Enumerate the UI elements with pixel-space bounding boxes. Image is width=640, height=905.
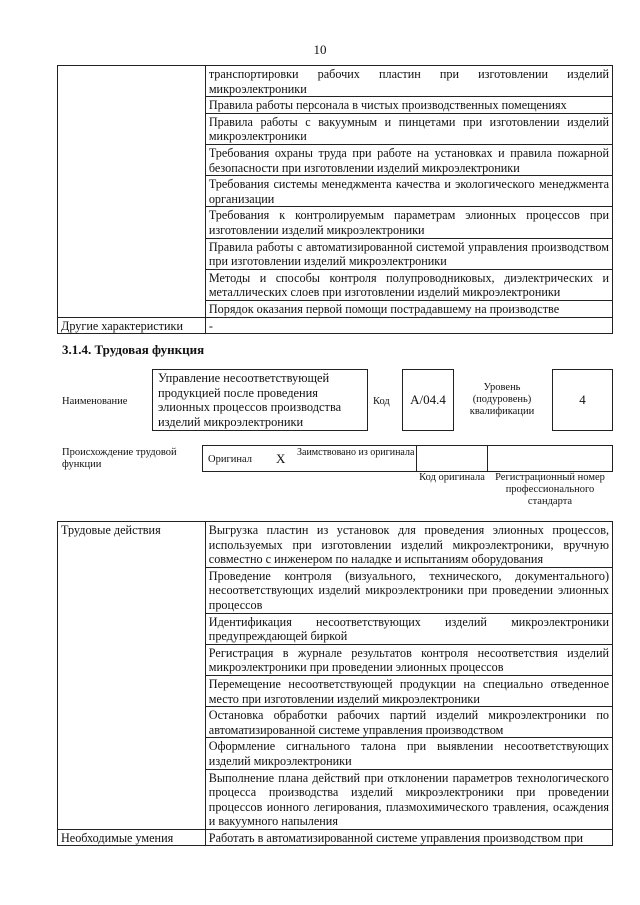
section-title: 3.1.4. Трудовая функция [62,342,205,357]
code-original-caption: Код оригинала [419,472,485,483]
original-mark: X [276,451,286,466]
action-item: Регистрация в журнале результатов контроля несоответствия изделий микроэлектроники при проведении элионных процессов [205,644,612,675]
action-item: Оформление сигнального талона при выявлении несоответствующих изделий микроэлектроники [205,738,612,769]
function-name-box [152,369,368,431]
skills-label: Необходимые умения [58,829,206,846]
knowledge-item: Методы и способы контроля полупроводниковых, диэлектрических и металлических слоев при изготовлении изделий микроэлектроники [205,269,612,300]
borrowed-text: Заимствовано из оригинала [297,447,415,458]
name-label: Наименование [62,396,128,407]
action-item: Перемещение несоответствующей продукции на специально отведенное место при изготовлении изделий микроэлектроники [205,675,612,706]
level-box [552,369,613,431]
mark-cell [274,445,292,472]
knowledge-item: Порядок оказания первой помощи пострадавшему на производстве [205,300,612,317]
knowledge-table [57,65,613,334]
borrowed-cell [291,445,417,472]
function-name-value: Управление несоответствующей продукцией после проведения элионных процессов производства изделий микроэлектроники [158,371,342,429]
action-item: Выполнение плана действий при отклонении параметров технологического процесса производства изделий микроэлектроники при проведении процессов ионного легирования, плазмохимического травления, осаждения и вакуумного напыления [205,769,612,829]
other-characteristics-value: - [205,317,612,334]
action-item: Остановка обработки рабочих партий изделий микроэлектроники по автоматизированной системе управления производством [205,707,612,738]
code-original-cell [416,445,488,472]
skill-item: Работать в автоматизированной системе управления производством при [205,829,612,846]
action-item: Выгрузка пластин из установок для проведения элионных процессов, используемых при изготовлении изделий микроэлектроники, вручную совместно с инженером по наладке и испытаниям оборудования [205,522,612,568]
knowledge-item: Правила работы персонала в чистых производственных помещениях [205,97,612,114]
original-cell [202,445,275,472]
knowledge-item: Требования охраны труда при работе на установках и правила пожарной безопасности при изготовлении изделий микроэлектроники [205,144,612,175]
actions-label: Трудовые действия [58,522,206,830]
actions-table [57,521,613,846]
reg-number-cell [487,445,613,472]
action-item: Идентификация несоответствующих изделий микроэлектроники предупреждающей биркой [205,613,612,644]
knowledge-item: Требования системы менеджмента качества и экологического менеджмента организации [205,176,612,207]
other-characteristics-label: Другие характеристики [58,317,206,334]
knowledge-item: Правила работы с автоматизированной системой управления производством при изготовлении изделий микроэлектроники [205,238,612,269]
level-label: Уровень (подуровень) квалификации [469,382,535,417]
knowledge-item: Требования к контролируемым параметрам элионных процессов при изготовлении изделий микроэлектроники [205,207,612,238]
knowledge-label-cell [58,66,206,318]
level-value: 4 [579,392,586,407]
reg-number-caption: Регистрационный номер профессионального стандарта [495,472,605,507]
code-label: Код [373,396,390,407]
action-item: Проведение контроля (визуального, технического, документального) несоответствующих изделий микроэлектроники при проведении элионных процессов [205,567,612,613]
knowledge-item: Правила работы с вакуумным и пинцетами при изготовлении изделий микроэлектроники [205,113,612,144]
page-number: 10 [313,42,327,57]
origin-label: Происхождение трудовой функции [62,447,177,470]
original-text: Оригинал [208,454,252,465]
knowledge-item: транспортировки рабочих пластин при изготовлении изделий микроэлектроники [205,66,612,97]
code-value: A/04.4 [410,392,446,407]
code-box [402,369,454,431]
